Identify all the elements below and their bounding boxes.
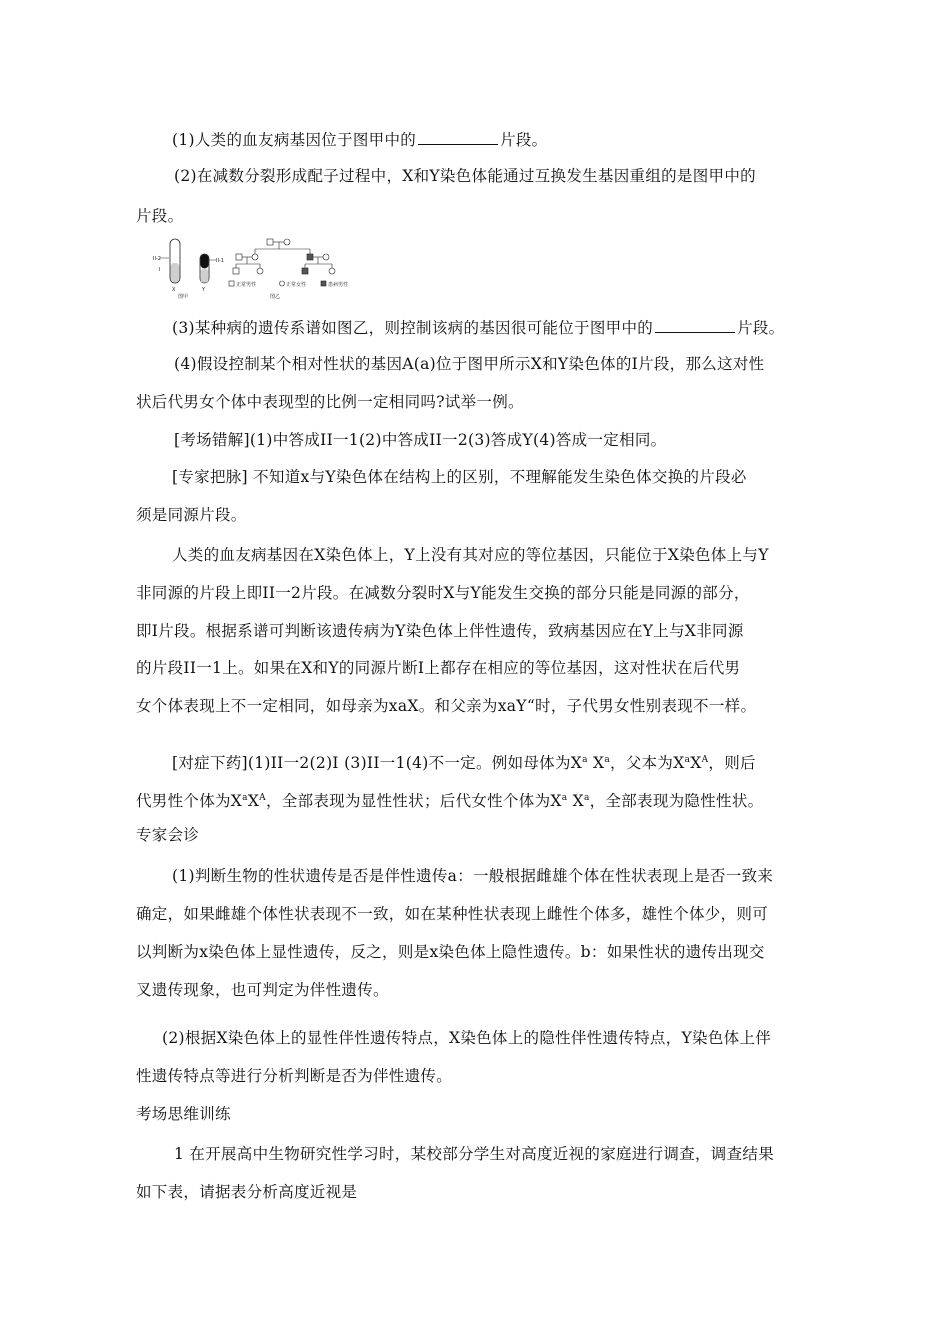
- superscript: A: [259, 793, 266, 803]
- remedy-text: ，父本为X: [610, 754, 685, 773]
- caption-jia: 图甲: [178, 294, 189, 300]
- remedy-text: X: [587, 754, 605, 773]
- label-y: Y: [202, 287, 206, 293]
- chromosome-x: [170, 239, 180, 283]
- legend-male: 正常男性: [236, 282, 257, 288]
- question-2-line-1: (2)在减数分裂形成配子过程中，X和Y染色体能通过互换发生基因重组的是图甲中的: [174, 167, 756, 185]
- figure-svg: [150, 236, 360, 300]
- consult-2-line-1: (2)根据X染色体上的显性伴性遗传特点，X染色体上的隐性伴性遗传特点，Y染色体上伴: [162, 1029, 772, 1047]
- question-3-tail: 片段。: [737, 319, 785, 337]
- question-3: [172, 318, 784, 338]
- legend-affected: 患病男性: [328, 282, 349, 288]
- answer-blank: [418, 130, 498, 145]
- remedy-text: 代男性个体为X: [136, 792, 243, 811]
- pedigree-chart: [229, 239, 335, 286]
- remedy-line-2: [136, 788, 763, 811]
- chromosome-y: [200, 254, 209, 283]
- remedy-text: ，则后: [708, 754, 756, 773]
- remedy-text: ，全部表现为显性性状；后代女性个体为X: [265, 792, 562, 811]
- training-line-2: 如下表，请据表分析高度近视是: [136, 1183, 358, 1201]
- superscript: a: [561, 793, 568, 803]
- legend-female: 正常女性: [286, 282, 307, 288]
- remedy-text: X: [567, 792, 584, 811]
- question-1: [172, 130, 547, 150]
- explain-line-1: 人类的血友病基因在X染色体上，Y上没有其对应的等位基因，只能位于X染色体上与Y: [172, 546, 769, 564]
- consult-1-line-2: 确定，如果雌雄个体性状表现不一致，如在某种性状表现上雌性个体多，雄性个体少，则可: [136, 905, 769, 923]
- training-line-1: 1 在开展高中生物研究性学习时，某校部分学生对高度近视的家庭进行调查，调查结果: [174, 1145, 774, 1163]
- answer-blank: [655, 318, 735, 333]
- heading-expert-consult: 专家会诊: [136, 826, 200, 844]
- remedy-text: X: [690, 754, 702, 773]
- remedy-text: ，全部表现为隐性性状。: [589, 792, 764, 811]
- question-4-line-2: 状后代男女个体中表现型的比例一定相同吗?试举一例。: [136, 393, 524, 411]
- explain-line-3: 即I片段。根据系谱可判断该遗传病为Y染色体上伴性遗传，致病基因应在Y上与X非同源: [136, 622, 744, 640]
- consult-1-line-4: 叉遗传现象，也可判定为伴性遗传。: [136, 981, 389, 999]
- remedy-text: X: [247, 792, 260, 811]
- mistake-paragraph: [考场错解](1)中答成II一1(2)中答成II一2(3)答成Y(4)答成一定相同。: [174, 431, 667, 449]
- consult-2-line-2: 性遗传特点等进行分析判断是否为伴性遗传。: [136, 1067, 453, 1085]
- explain-line-5: 女个体表现上不一定相同，如母亲为xaX。和父亲为xaY“时，子代男女性别表现不一样。: [136, 697, 757, 715]
- question-2-line-2: 片段。: [136, 207, 184, 225]
- expert-line-1: [专家把脉] 不知道x与Y染色体在结构上的区别，不理解能发生染色体交换的片段必: [172, 468, 747, 486]
- label-2-1: II-1: [216, 258, 224, 264]
- label-x: X: [172, 287, 176, 293]
- caption-yi: 图乙: [270, 294, 281, 300]
- explain-line-2: 非同源的片段上即II一2片段。在减数分裂时X与Y能发生交换的部分只能是同源的部分，: [136, 584, 750, 602]
- label-2-2: II-2: [153, 256, 161, 262]
- superscript: a: [582, 755, 588, 765]
- consult-1-line-1: (1)判断生物的性状遗传是否是伴性遗传a：一般根据雌雄个体在性状表现上是否一致来: [172, 867, 774, 885]
- superscript: a: [583, 793, 590, 803]
- remedy-text: [对症下药](1)II一2(2)I (3)II一1(4)不一定。例如母体为X: [172, 754, 583, 773]
- superscript: A: [701, 755, 709, 765]
- question-1-text: (1)人类的血友病基因位于图甲中的: [172, 131, 417, 149]
- figure-chromosome-pedigree: [150, 236, 360, 300]
- question-1-tail: 片段。: [500, 131, 548, 149]
- superscript: a: [604, 755, 611, 765]
- explain-line-4: 的片段II一1上。如果在X和Y的同源片断I上都存在相应的等位基因，这对性状在后代男: [136, 659, 741, 677]
- expert-line-2: 须是同源片段。: [136, 506, 247, 524]
- superscript: a: [242, 793, 248, 803]
- label-1: I: [159, 267, 161, 273]
- superscript: a: [684, 755, 691, 765]
- question-4-line-1: (4)假设控制某个相对性状的基因A(a)位于图甲所示X和Y染色体的I片段，那么这对性: [174, 355, 765, 373]
- heading-training: 考场思维训练: [136, 1105, 231, 1123]
- consult-1-line-3: 以判断为x染色体上显性遗传，反之，则是x染色体上隐性遗传。b：如果性状的遗传出现交: [136, 943, 765, 961]
- remedy-line-1: [172, 750, 756, 773]
- question-3-text: (3)某种病的遗传系谱如图乙，则控制该病的基因很可能位于图甲中的: [172, 319, 654, 337]
